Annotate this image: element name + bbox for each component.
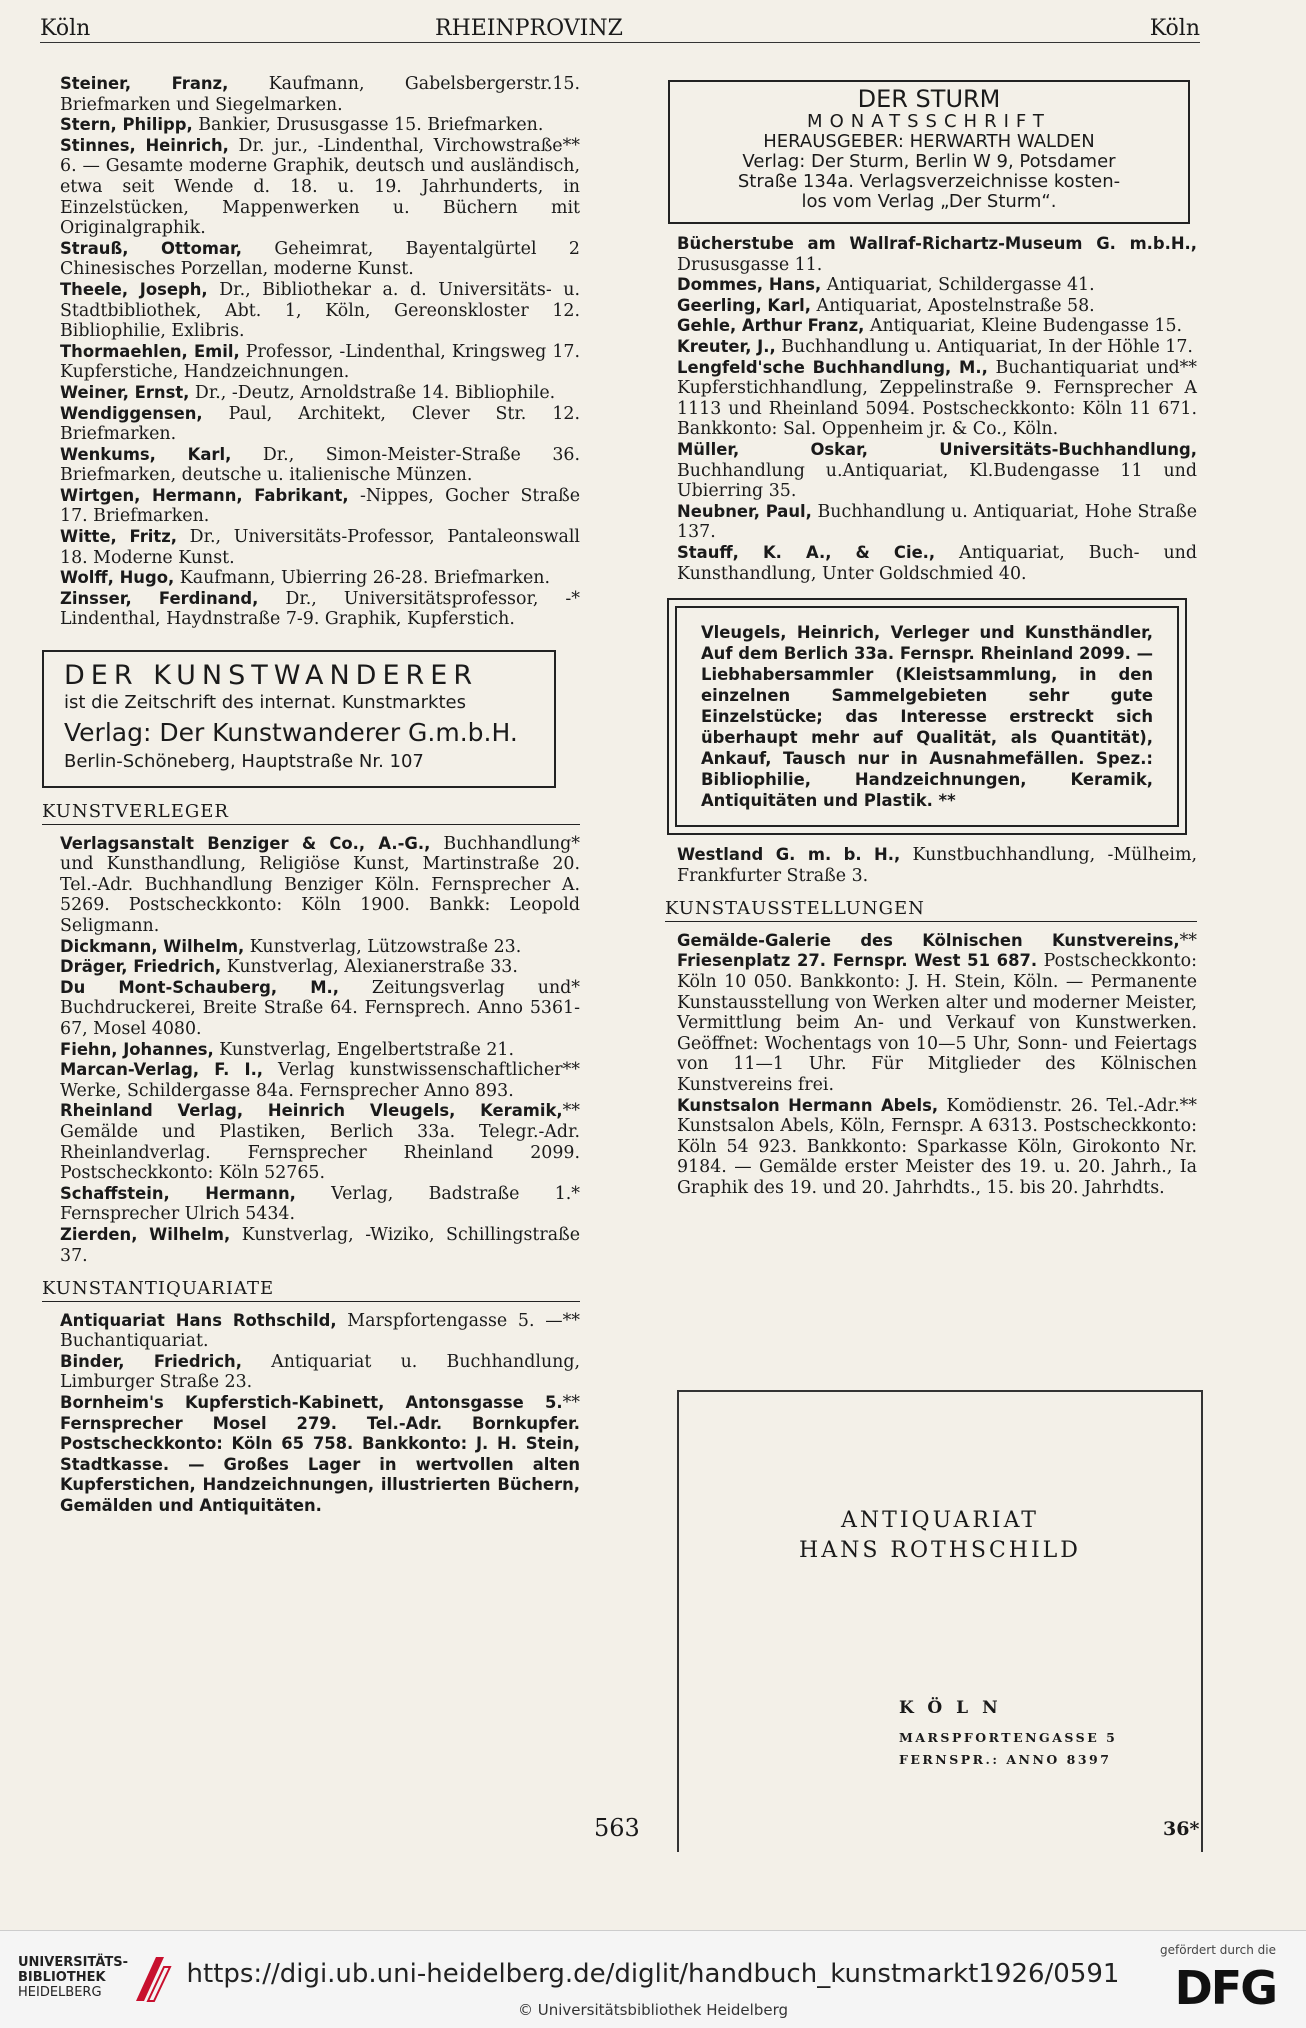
directory-entry bbox=[60, 383, 580, 404]
directory-entry bbox=[677, 502, 1197, 543]
antiquariat-entries bbox=[677, 234, 1197, 584]
sturm-line-5: Straße 134a. Verlagsverzeichnisse kosten- bbox=[737, 171, 1121, 192]
entry-name: Fiehn, Johannes, bbox=[60, 1039, 214, 1059]
entry-name: Zierden, Wilhelm, bbox=[60, 1224, 231, 1244]
rothschild-city: KÖLN bbox=[899, 1698, 1012, 1718]
sturm-title: DER STURM bbox=[857, 85, 1001, 113]
entry-name: Du Mont-Schauberg, M., bbox=[60, 977, 339, 997]
entry-details: Kaufmann, Gabelsbergerstr.15. Briefmarken und Siegelmarken. bbox=[60, 74, 580, 115]
entry-marker: * bbox=[571, 1183, 580, 1204]
rothschild-title: ANTIQUARIAT bbox=[841, 1508, 1039, 1533]
directory-entry bbox=[677, 1096, 1197, 1199]
entry-details: Kaufmann, Ubierring 26-28. Briefmarken. bbox=[174, 568, 551, 589]
kunstwanderer-title: DER KUNSTWANDERER bbox=[64, 660, 479, 692]
directory-entry bbox=[60, 957, 580, 978]
entry-details: Zeitungsverlag und Buchdruckerei, Breite Straße 64. Fernsprech. Anno 5361-67, Mosel 4080. bbox=[60, 977, 580, 1039]
entry-name: Wirtgen, Hermann, Fabrikant, bbox=[60, 485, 349, 505]
entry-details: -Nippes, Gocher Straße 17. Briefmarken. bbox=[60, 485, 580, 527]
directory-entry bbox=[60, 1393, 580, 1517]
directory-entry bbox=[677, 296, 1197, 317]
rothschild-street: MARSPFORTENGASSE 5 bbox=[899, 1730, 1118, 1745]
directory-entry bbox=[60, 1060, 580, 1101]
entry-details: Dr., -Deutz, Arnoldstraße 14. Bibliophile. bbox=[189, 382, 556, 403]
directory-entry bbox=[60, 1040, 580, 1061]
entry-name: Zinsser, Ferdinand, bbox=[60, 588, 259, 608]
entry-marker: * bbox=[571, 588, 580, 609]
directory-entry bbox=[60, 280, 580, 342]
entry-name: Marcan-Verlag, F. I., bbox=[60, 1060, 264, 1080]
directory-entry bbox=[677, 543, 1197, 584]
entry-details: Buchhandlung u.Antiquariat, Kl.Budengasse 11 und Ubierring 35. bbox=[677, 460, 1197, 502]
entry-details: Dr., Universitätsprofessor, -Lindenthal, Haydnstraße 7-9. Graphik, Kupferstich. bbox=[60, 588, 572, 630]
directory-entry bbox=[60, 1101, 580, 1183]
entry-name: Müller, Oskar, Universitäts-Buchhandlung, bbox=[677, 439, 1197, 459]
entry-details: Professor, -Lindenthal, Kringsweg 17. Kupferstiche, Handzeichnungen. bbox=[60, 341, 580, 383]
entry-details: Dr., Simon-Meister-Straße 36. Briefmarken, deutsche u. italienische Münzen. bbox=[60, 444, 581, 486]
dfg-logo[interactable]: DFG bbox=[1174, 1961, 1276, 2015]
entry-name: Geerling, Karl, bbox=[677, 295, 812, 315]
sturm-advertisement bbox=[668, 80, 1190, 224]
kunstantiquariate-entries bbox=[60, 1311, 580, 1517]
entry-details: Postscheckkonto: Köln 10 050. Bankkonto: J. H. Stein, Köln. — Permanente Kunstausstellung von Werken alter und moderner Meister, Vermittlung beim An- und Verkauf von Kunstwerken. Geöffnet: Wochentags von 10—5 Uhr, Sonn- und Feiertags von 11—1 Uhr. Für Mitglieder des Kölnischen Kunstvereins frei. bbox=[677, 951, 1197, 1096]
section-heading-kunstausstellungen: KUNSTAUSSTELLUNGEN bbox=[665, 899, 1197, 922]
entry-name: Wendiggensen, bbox=[60, 403, 203, 423]
directory-entry bbox=[60, 342, 580, 383]
directory-entry bbox=[60, 1184, 580, 1225]
entry-details: Komödienstr. 26. Tel.-Adr. Kunstsalon Abels, Köln, Fernspr. A 6313. Postscheckkonto: Köln 54 923. Bankkonto: Sparkasse Köln, Girokonto Nr. 9184. — Gemälde erster Meister des 19. u. 20. Jahrh., Ia Graphik des 19. und 20. Jahrhdts., 15. bis 20. Jahrhdts. bbox=[677, 1095, 1197, 1198]
kunstverleger-entries bbox=[60, 834, 580, 1266]
directory-entry bbox=[677, 845, 1197, 886]
entry-name: Kunstsalon Hermann Abels, bbox=[677, 1095, 939, 1115]
entry-marker: ** bbox=[562, 1393, 580, 1414]
directory-entry bbox=[60, 589, 580, 630]
kunstwanderer-advertisement bbox=[42, 650, 556, 788]
entry-details: Dr. jur., -Lindenthal, Virchowstraße 6. — Gesamte moderne Graphik, deutsch und ausländisch, etwa seit Wende d. 18. u. 19. Jahrhunderts, in Einzelstücken, Mappenwerken u. Büchern mit Originalgraphik. bbox=[60, 135, 580, 239]
directory-entry bbox=[60, 1225, 580, 1266]
entry-details: Antiquariat, Apostelnstraße 58. bbox=[811, 295, 1095, 316]
entry-details: Kunstverlag, Alexianerstraße 33. bbox=[221, 957, 518, 978]
logo-line-1: UNIVERSITÄTS- bbox=[18, 1955, 128, 1970]
rothschild-name: HANS ROTHSCHILD bbox=[799, 1538, 1081, 1563]
logo-line-3: HEIDELBERG bbox=[18, 1985, 102, 2000]
kunstausstellungen-entries bbox=[677, 931, 1197, 1199]
entry-marker: ** bbox=[562, 135, 580, 156]
entry-details: Dr., Universitäts-Professor, Pantaleonswall 18. Moderne Kunst. bbox=[60, 527, 580, 568]
entry-name: Witte, Fritz, bbox=[60, 527, 177, 547]
entry-details: Antiquariat u. Buchhandlung, Limburger Straße 23. bbox=[60, 1351, 580, 1393]
entry-marker: ** bbox=[1179, 1095, 1197, 1116]
entry-details: Kunstverlag, -Wiziko, Schillingstraße 37. bbox=[60, 1224, 580, 1266]
directory-entry bbox=[60, 404, 580, 445]
directory-entry bbox=[60, 445, 580, 486]
entry-marker: * bbox=[571, 977, 580, 998]
directory-entry bbox=[677, 440, 1197, 502]
header-right: Köln bbox=[1149, 16, 1200, 41]
entry-name: Kreuter, J., bbox=[677, 336, 776, 356]
entry-details: Gemälde und Plastiken, Berlich 33a. Telegr.-Adr. Rheinlandverlag. Fernsprecher Rheinland 2099. Postscheckkonto: Köln 52765. bbox=[60, 1121, 580, 1184]
entry-details: Kunstverlag, Engelbertstraße 21. bbox=[213, 1039, 515, 1060]
directory-entry bbox=[60, 937, 580, 958]
running-header bbox=[40, 16, 1200, 43]
directory-entry bbox=[60, 1311, 580, 1352]
signature-mark: 36* bbox=[1163, 1818, 1200, 1840]
directory-entry bbox=[677, 316, 1197, 337]
entry-details: Verlag, Badstraße 1. Fernsprecher Ulrich 5434. bbox=[60, 1183, 572, 1225]
vleugels-text: Vleugels, Heinrich, Verleger und Kunsthändler, Auf dem Berlich 33a. Fernspr. Rheinland 2099. — Liebhabersammler (Kleistsammlung, in den einzelnen Sammelgebieten sehr gute Einzelstücke; das Interesse erstreckt sich überhaupt mehr auf Qualität, als Quantität), Ankauf, Tausch nur in Ausnahmefällen. Spez.: Bibliophilie, Handzeichnungen, Keramik, Antiquitäten und Plastik. ** bbox=[675, 606, 1179, 827]
entry-marker: * bbox=[571, 833, 580, 854]
entry-details: Kunstverlag, Lützowstraße 23. bbox=[244, 936, 522, 957]
section-heading-kunstverleger: KUNSTVERLEGER bbox=[42, 802, 580, 825]
entry-name: Westland G. m. b. H., bbox=[677, 845, 901, 865]
directory-entry bbox=[60, 568, 580, 589]
directory-entry bbox=[60, 486, 580, 527]
entry-name: Stauff, K. A., & Cie., bbox=[677, 542, 936, 562]
directory-entry bbox=[677, 275, 1197, 296]
entry-name: Binder, Friedrich, bbox=[60, 1351, 242, 1371]
entry-marker: ** bbox=[562, 1310, 580, 1331]
entry-name: Strauß, Ottomar, bbox=[60, 238, 242, 258]
directory-entry bbox=[677, 337, 1197, 358]
entry-details: Paul, Architekt, Clever Str. 12. Briefmarken. bbox=[60, 403, 580, 445]
logo-line-2: BIBLIOTHEK bbox=[18, 1970, 106, 1985]
entry-marker: ** bbox=[1179, 930, 1197, 951]
directory-entry bbox=[677, 358, 1197, 440]
kunstwanderer-address: Berlin-Schöneberg, Hauptstraße Nr. 107 bbox=[64, 750, 424, 772]
entry-name: Weiner, Ernst, bbox=[60, 382, 190, 402]
directory-entry bbox=[677, 931, 1197, 1096]
entry-details: Buchhandlung u. Antiquariat, Hohe Straße 137. bbox=[677, 501, 1197, 543]
sturm-line-6: los vom Verlag „Der Sturm“. bbox=[801, 191, 1057, 212]
entry-name: Dräger, Friedrich, bbox=[60, 957, 222, 977]
right-column bbox=[665, 234, 1197, 1199]
entry-details: Bankier, Drususgasse 15. Briefmarken. bbox=[192, 115, 544, 136]
entry-name: Neubner, Paul, bbox=[677, 501, 812, 521]
directory-entry bbox=[60, 136, 580, 239]
entry-marker: ** bbox=[562, 1101, 580, 1122]
entry-name: Theele, Joseph, bbox=[60, 279, 208, 299]
sturm-line-4: Verlag: Der Sturm, Berlin W 9, Potsdamer bbox=[742, 151, 1116, 172]
entry-name: Dickmann, Wilhelm, bbox=[60, 936, 245, 956]
entry-details: Kunstbuchhandlung, -Mülheim, Frankfurter Straße 3. bbox=[677, 845, 1197, 886]
vleugels-advertisement bbox=[667, 598, 1187, 835]
entry-details: Buchhandlung u. Antiquariat, In der Höhle 17. bbox=[775, 336, 1193, 357]
entry-details: Dr., Bibliothekar a. d. Universitäts- u. Stadtbibliothek, Abt. 1, Köln, Gereonskloster 12. Bibliophilie, Exlibris. bbox=[60, 279, 580, 342]
directory-entry bbox=[60, 115, 580, 136]
entry-name: Gemälde-Galerie des Kölnischen Kunstvereins, Friesenplatz 27. Fernspr. West 51 687. bbox=[677, 930, 1180, 971]
directory-entry bbox=[677, 234, 1197, 275]
entry-details: Verlag kunstwissenschaftlicher Werke, Schildergasse 84a. Fernsprecher Anno 893. bbox=[60, 1060, 563, 1101]
entry-name: Lengfeld'sche Buchhandlung, M., bbox=[677, 357, 988, 377]
entry-name: Antiquariat Hans Rothschild, bbox=[60, 1310, 337, 1330]
rothschild-phone: FERNSPR.: ANNO 8397 bbox=[899, 1752, 1112, 1767]
entry-name: Stinnes, Heinrich, bbox=[60, 135, 229, 155]
directory-entry bbox=[60, 834, 580, 937]
kunstwanderer-publisher: Verlag: Der Kunstwanderer G.m.b.H. bbox=[64, 718, 518, 748]
entry-name: Thormaehlen, Emil, bbox=[60, 341, 240, 361]
entry-marker: ** bbox=[1179, 357, 1197, 378]
left-column bbox=[42, 74, 581, 1517]
directory-entry bbox=[60, 527, 580, 568]
dfg-note: gefördert durch die bbox=[1160, 1943, 1276, 1957]
entry-name: Gehle, Arthur Franz, bbox=[677, 316, 865, 336]
collector-entries bbox=[60, 74, 580, 630]
westland-entries bbox=[677, 845, 1197, 886]
page-number: 563 bbox=[594, 1814, 640, 1842]
kunstwanderer-subtitle: ist die Zeitschrift des internat. Kunstmarktes bbox=[64, 691, 466, 713]
entry-details: Antiquariat, Buch- und Kunsthandlung, Unter Goldschmied 40. bbox=[677, 542, 1197, 584]
entry-details: Buchantiquariat und Kupferstichhandlung, Zeppelinstraße 9. Fernsprecher A 1113 und Rheinland 5094. Postscheckkonto: Köln 11 671. Bankkonto: Sal. Oppenheim jr. & Co., Köln. bbox=[677, 357, 1197, 440]
header-left: Köln bbox=[40, 16, 91, 41]
permalink-url[interactable]: https://digi.ub.uni-heidelberg.de/diglit/handbuch_kunstmarkt1926/0591 bbox=[186, 1959, 1120, 1989]
sturm-subtitle: MONATSSCHRIFT bbox=[807, 111, 1051, 132]
copyright-notice: © Universitätsbibliothek Heidelberg bbox=[517, 2001, 788, 2019]
entry-details: Geheimrat, Bayentalgürtel 2 Chinesisches Porzellan, moderne Kunst. bbox=[60, 238, 581, 280]
directory-entry bbox=[60, 978, 580, 1040]
directory-entry bbox=[60, 74, 580, 115]
directory-entry bbox=[60, 239, 580, 280]
entry-name: Steiner, Franz, bbox=[60, 74, 229, 93]
entry-name: Wenkums, Karl, bbox=[60, 444, 232, 464]
directory-entry bbox=[60, 1352, 580, 1393]
entry-name: Schaffstein, Hermann, bbox=[60, 1183, 296, 1203]
entry-details: Drususgasse 11. bbox=[677, 254, 823, 275]
entry-name: Verlagsanstalt Benziger & Co., A.-G., bbox=[60, 833, 431, 853]
entry-name: Dommes, Hans, bbox=[677, 275, 822, 295]
section-heading-kunstantiquariate: KUNSTANTIQUARIATE bbox=[42, 1279, 580, 1302]
entry-name: Wolff, Hugo, bbox=[60, 568, 175, 588]
entry-name: Bornheim's Kupferstich-Kabinett, Antonsgasse 5. Fernsprecher Mosel 279. Tel.-Adr. Bornkupfer. Postscheckkonto: Köln 65 758. Bankkonto: J. H. Stein, Stadtkasse. — Großes Lager in wertvollen alten Kupferstichen, Handzeichnungen, illustrierten Büchern, Gemälden und Antiquitäten. bbox=[60, 1393, 580, 1516]
viewer-footer bbox=[0, 1930, 1306, 2028]
entry-name: Stern, Philipp, bbox=[60, 115, 193, 135]
entry-details: Buchhandlung und Kunsthandlung, Religiöse Kunst, Martinstraße 20. Tel.-Adr. Buchhandlung Benziger Köln. Fernsprecher A. 5269. Postscheckkonto: Köln 1900. Bankk: Leopold Seligmann. bbox=[60, 833, 580, 936]
sturm-editor: HERAUSGEBER: HERWARTH WALDEN bbox=[763, 131, 1095, 152]
entry-details: Antiquariat, Schildergasse 41. bbox=[821, 275, 1095, 296]
entry-name: Bücherstube am Wallraf-Richartz-Museum G. m.b.H., bbox=[677, 234, 1197, 253]
entry-name: Rheinland Verlag, Heinrich Vleugels, Keramik, bbox=[60, 1101, 563, 1121]
entry-marker: ** bbox=[562, 1060, 580, 1081]
rothschild-advertisement bbox=[677, 1390, 1203, 1852]
entry-details: Marspfortengasse 5. — Buchantiquariat. bbox=[60, 1310, 563, 1352]
entry-details: Antiquariat, Kleine Budengasse 15. bbox=[864, 316, 1183, 337]
header-center: RHEINPROVINZ bbox=[435, 16, 623, 41]
